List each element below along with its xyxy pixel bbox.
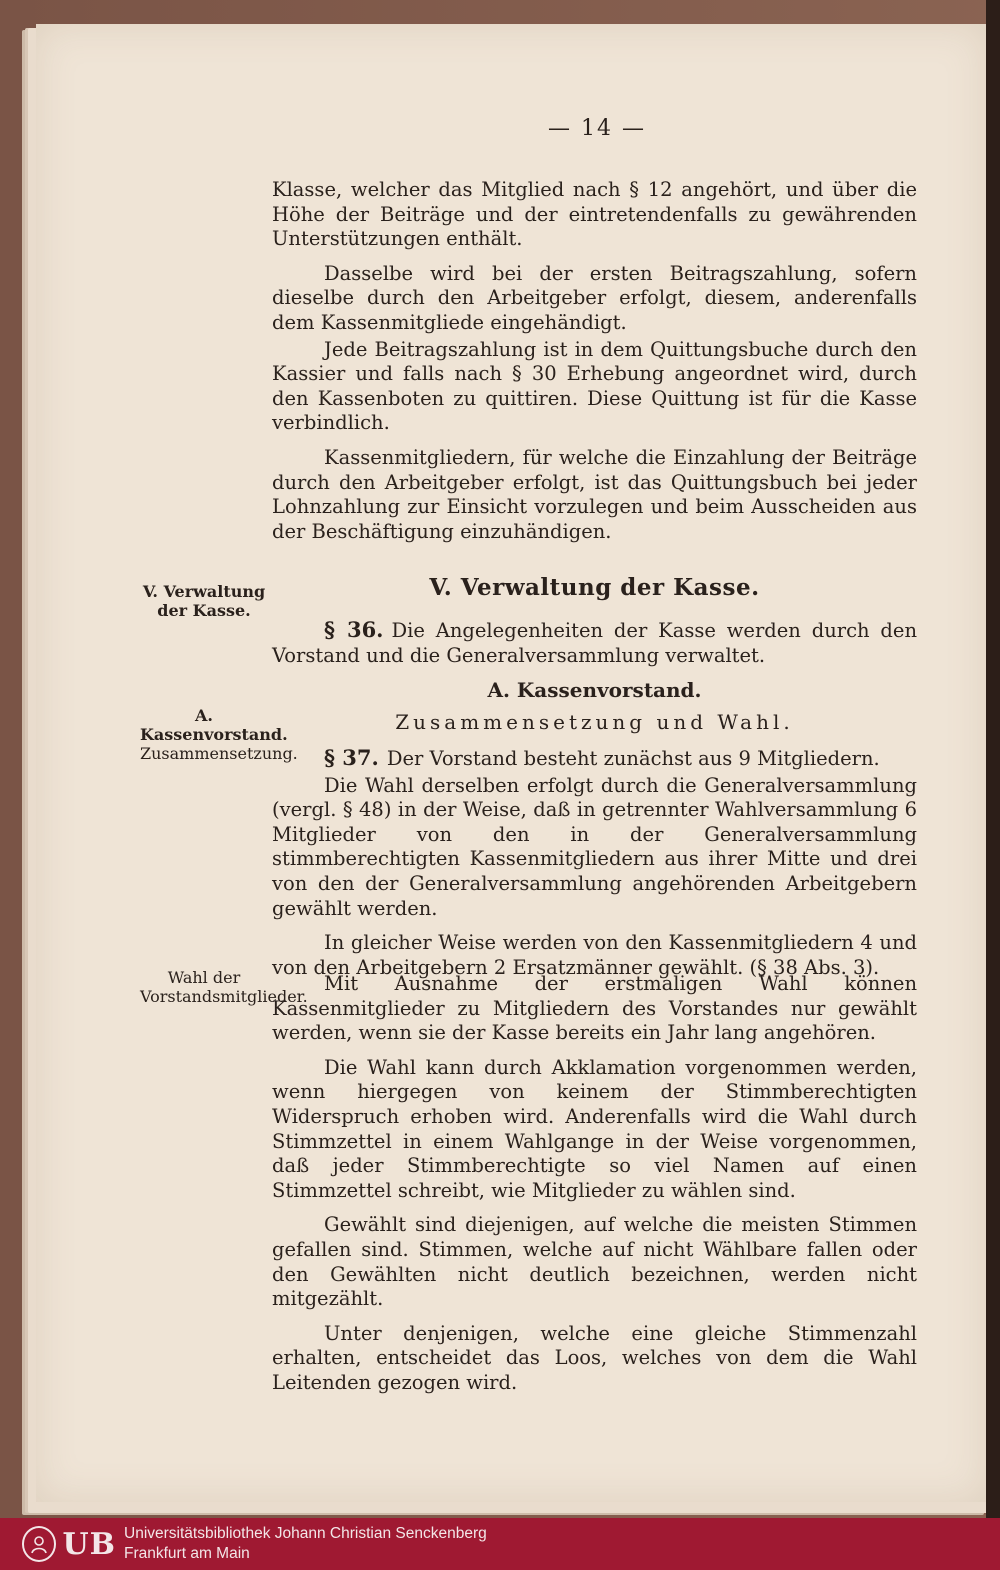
paragraph-text: Die Angelegenheiten der Kasse werden durch den Vorstand und die Generalversammlung verwaltet. <box>272 619 918 667</box>
paragraph-number: § 37. <box>324 745 379 770</box>
library-footer <box>0 1518 1000 1570</box>
paragraph: Gewählt sind diejenigen, auf welche die meisten Stimmen gefallen sind. Stimmen, welche auf nicht Wählbare fallen oder den Gewählten nicht deutlich bezeichnen, werden nicht mitgezählt. <box>272 1213 917 1311</box>
paragraph: Klasse, welcher das Mitglied nach § 12 angehört, und über die Höhe der Beiträge und der eintretendenfalls zu gewährenden Unterstützungen enthält. <box>272 178 917 251</box>
page-number: — 14 — <box>548 116 646 141</box>
subsection-subtitle: Zusammensetzung und Wahl. <box>395 710 794 734</box>
paragraph-36 <box>272 618 917 668</box>
margin-note-wahl-label: Wahl der Vorstandsmitglieder. <box>140 968 308 1006</box>
paragraph: Kassenmitgliedern, für welche die Einzahlung der Beiträge durch den Arbeitgeber erfolgt, ist das Quittungsbuch bei jeder Lohnzahlung zur Einsicht vorzulegen und beim Ausscheiden aus der Beschäftigung einzuhändigen. <box>272 445 917 543</box>
margin-note-subsection-sub: Zusammensetzung. <box>140 744 298 763</box>
wahl-text <box>272 972 917 1396</box>
paragraph-number: § 36. <box>324 617 384 642</box>
footer-institution: Universitätsbibliothek Johann Christian Senckenberg <box>124 1525 487 1542</box>
subsection-heading: A. Kassenvorstand. <box>487 678 702 702</box>
paragraph: Jede Beitragszahlung ist in dem Quittungsbuche durch den Kassier und falls nach § 30 Erhebung angeordnet wird, durch den Kassenboten zu quittiren. Diese Quittung ist für die Kasse verbindlich. <box>272 337 917 435</box>
margin-note-section <box>140 582 268 620</box>
paragraph: Mit Ausnahme der erstmaligen Wahl können Kassenmitglieder zu Mitgliedern des Vorstandes nur gewählt werden, wenn sie der Kasse bereits ein Jahr lang angehören. <box>272 972 917 1045</box>
seal-icon <box>22 1526 56 1562</box>
intro-text <box>272 178 917 544</box>
paragraph: Die Wahl kann durch Akklamation vorgenommen werden, wenn hiergegen von keinem der Stimmberechtigten Widerspruch erhoben wird. Anderenfalls wird die Wahl durch Stimmzettel in einem Wahlgange in der Weise vorgenommen, daß jeder Stimmberechtigte so viel Namen auf einen Stimmzettel schreibt, wie Mitglieder zu wählen sind. <box>272 1055 917 1202</box>
margin-note-wahl <box>140 968 308 1006</box>
paragraph: In gleicher Weise werden von den Kassenmitgliedern 4 und von den Arbeitgebern 2 Ersatzmänner gewählt. (§ 38 Abs. 3). <box>272 931 917 979</box>
footer-city: Frankfurt am Main <box>124 1545 250 1562</box>
library-logo[interactable] <box>22 1524 116 1564</box>
paragraph: Unter denjenigen, welche eine gleiche Stimmenzahl erhalten, entscheidet das Loos, welches von dem die Wahl Leitenden gezogen wird. <box>272 1321 917 1394</box>
section-heading: V. Verwaltung der Kasse. <box>429 574 760 601</box>
paragraph-text: Der Vorstand besteht zunächst aus 9 Mitgliedern. <box>386 747 880 770</box>
margin-note-subsection-title: A. Kassenvorstand. <box>140 706 288 744</box>
logo-text: UB <box>62 1526 116 1562</box>
margin-note-section-label: V. Verwaltung der Kasse. <box>142 582 266 620</box>
paragraph: Die Wahl derselben erfolgt durch die Generalversammlung (vergl. § 48) in der Weise, daß in getrennter Wahlversammlung 6 Mitglieder von den in der Generalversammlung stimmberechtigten Kassenmitgliedern aus ihrer Mitte und drei von den der Generalversammlung angehörenden Arbeitgebern gewählt werden. <box>272 773 917 920</box>
paragraph: Dasselbe wird bei der ersten Beitragszahlung, sofern dieselbe durch den Arbeitgeber erfolgt, diesem, anderenfalls dem Kassenmitgliede eingehändigt. <box>272 261 917 334</box>
margin-note-subsection <box>140 706 298 763</box>
scan-right-edge <box>986 0 1000 1518</box>
paragraph-37 <box>272 746 917 980</box>
